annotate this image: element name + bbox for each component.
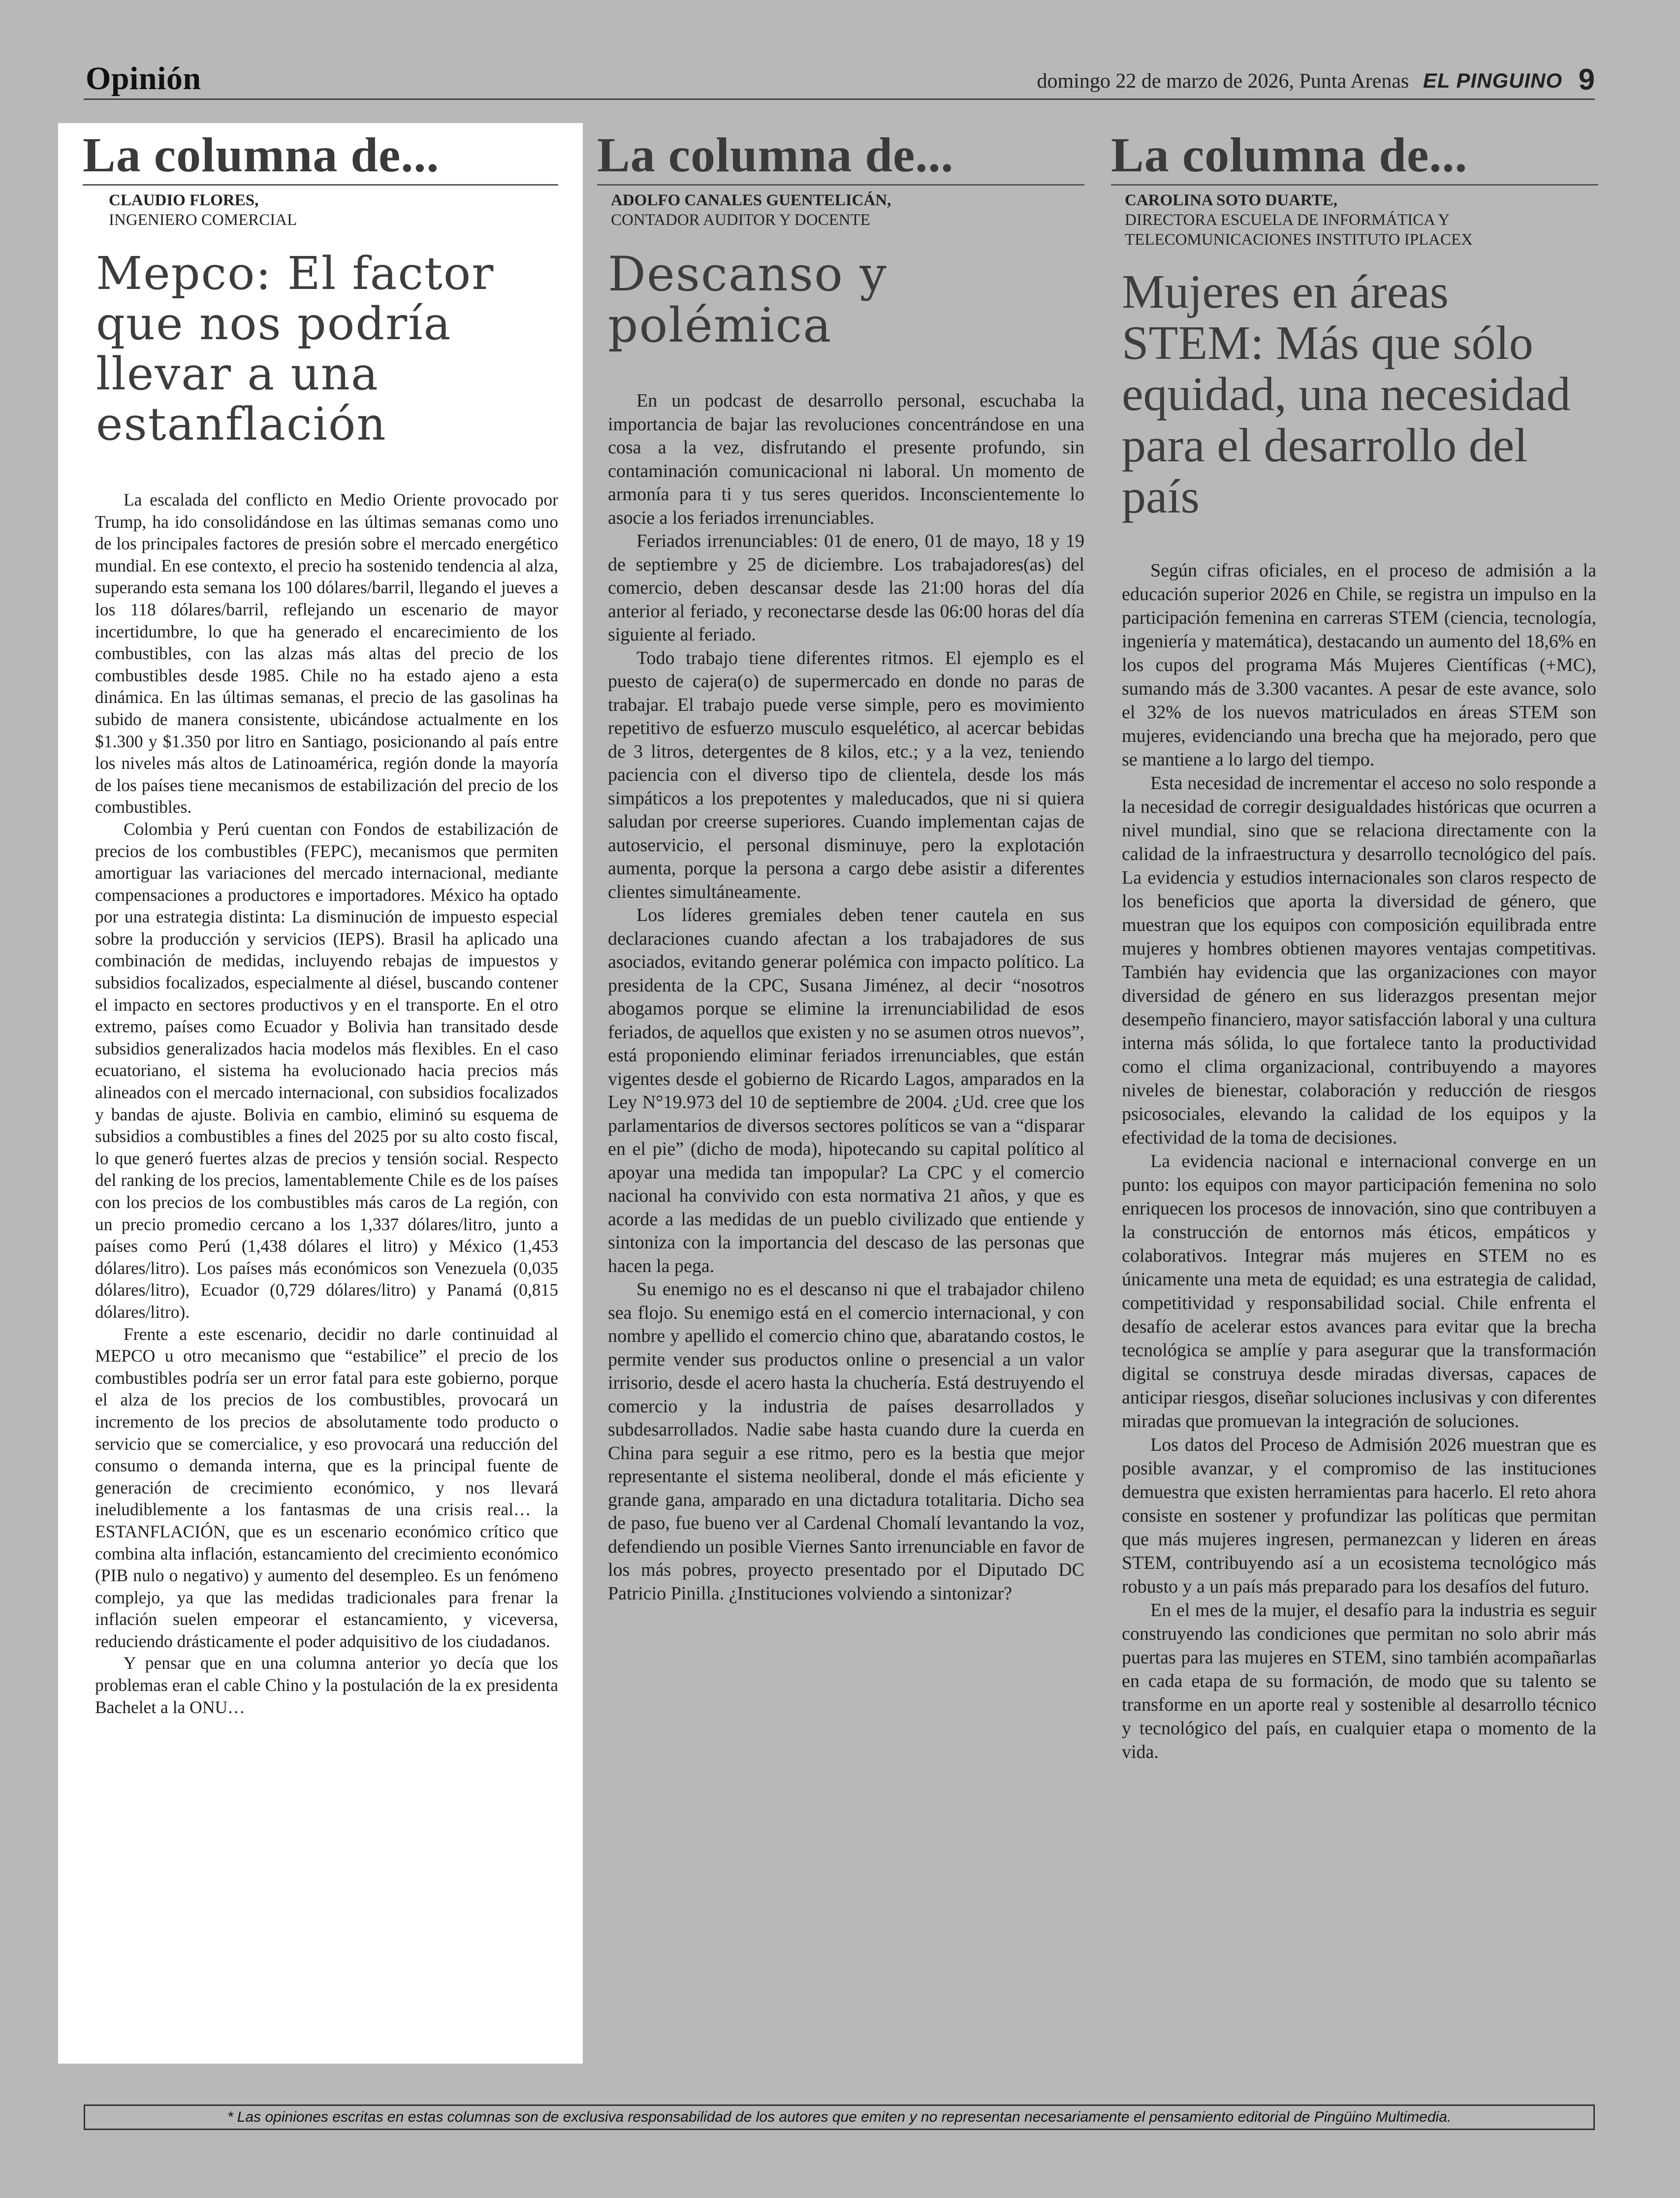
paragraph: Frente a este escenario, decidir no darle continuidad al MEPCO u otro mecanismo que “estabilice” el precio de los combustibles podría ser un error fatal para este gobierno, porque el alza de los precios de los combustibles, provocará un incremento de los precios de absolutamente todo producto o servicio que se comercialice, y eso provocará una reducción del consumo o demanda interna, que es la principal fuente de generación de crecimiento económico, y nos llevará ineludiblemente a los fantasmas de una crisis real… la ESTANFLACIÓN, que es un escenario económico crítico que combina alta inflación, estancamiento del crecimiento económico (PIB nulo o negativo) y aumento del desempleo. Es un fenómeno complejo, ya que las medidas tradicionales para frenar la inflación suelen empeorar el estancamiento, y viceversa, reduciendo drásticamente el poder adquisitivo de los ciudadanos. — [95, 1324, 558, 1651]
paragraph: Los líderes gremiales deben tener cautela en sus declaraciones cuando afectan a los trabajadores de sus asociados, evitando generar polémica con impacto político. La presidenta de la CPC, Susana Jiménez, al decir “nosotros abogamos porque se elimine la irrenunciabilidad de esos feriados, de aquellos que existen y no se asumen otros nuevos”, está proponiendo eliminar feriados irrenunciables, que están vigentes desde el gobierno de Ricardo Lagos, amparados en la Ley N°19.973 del 10 de septiembre de 2004. ¿Ud. cree que los parlamentarios de diversos sectores políticos se van a “disparar en el pie” (dicho de moda), hipotecando su capital político al apoyar una medida tan impopular? La CPC y el comercio nacional ha convivido con esta normativa 21 años, y que es acorde a las medidas de un pueblo civilizado que entiende y sintoniza con la importancia del descaso de las personas que hacen la pega. — [608, 905, 1084, 1276]
article-body — [1111, 559, 1598, 1764]
article-body — [95, 489, 558, 1718]
author-role: CONTADOR AUDITOR Y DOCENTE — [611, 211, 870, 229]
paragraph: Y pensar que en una columna anterior yo decía que los problemas eran el cable Chino y la postulación de la ex presidenta Bachelet a la ONU… — [95, 1653, 558, 1717]
column-3 — [1111, 123, 1598, 1764]
article-headline: Mepco: El factor que nos podría llevar a una estanflación — [96, 247, 495, 450]
paragraph: Su enemigo no es el descanso ni que el trabajador chileno sea flojo. Su enemigo está en el comercio internacional, y con nombre y apellido el comercio chino que, abaratando costos, le permite vender sus productos online o presencial a un valor irrisorio, desde el acero hasta la chuchería. Está destruyendo el comercio y la industria de países desarrollados y subdesarrollados. Nadie sabe hasta cuando dure la cuerda en China para seguir a ese ritmo, pero es la bestia que mejor representante el sistema neoliberal, donde el más eficiente y grande gana, amparado en una dictadura totalitaria. Dicho sea de paso, fue bueno ver al Cardenal Chomalí levantando la voz, defendiendo un posible Viernes Santo irrenunciable en favor de los más pobres, proyecto presentado por el Diputado DC Patricio Pinilla. ¿Instituciones volviendo a sintonizar? — [608, 1279, 1084, 1604]
paragraph: Todo trabajo tiene diferentes ritmos. El ejemplo es el puesto de cajera(o) de supermercado en donde no paras de trabajar. El trabajo puede verse simple, pero es movimiento repetitivo de esfuerzo musculo esquelético, al acercar bebidas de 3 litros, detergentes de 8 kilos, etc.; y a la vez, teniendo paciencia con el diverso tipo de clientela, desde los más simpáticos a los prepotentes y maleducados, que ni si quiera saludan por creerse superiores. Cuando implementan cajas de autoservicio, el personal disminuye, pero la explotación aumenta, porque la persona a cargo debe asistir a diferentes clientes simultáneamente. — [608, 647, 1084, 902]
paragraph: La escalada del conflicto en Medio Oriente provocado por Trump, ha ido consolidándose en las últimas semanas como uno de los principales factores de presión sobre el mercado energético mundial. En ese contexto, el precio ha sostenido tendencia al alza, superando esta semana los 100 dólares/barril, llegando el jueves a los 118 dólares/barril, reflejando un escenario de mayor incertidumbre, lo que ha generado el encarecimiento de los combustibles, con las alzas más altas del precio de los combustibles desde 1985. Chile no ha estado ajeno a esta dinámica. En las últimas semanas, el precio de las gasolinas ha subido de manera consistente, ubicándose actualmente en los $1.300 y $1.350 por litro en Santiago, posicionando al país entre los niveles más altos de Latinoamérica, región donde la mayoría de los países tiene mecanismos de estabilización del precio de los combustibles. — [95, 490, 558, 817]
paragraph: Los datos del Proceso de Admisión 2026 muestran que es posible avanzar, y el compromiso de las instituciones demuestra que existen herramientas para hacerlo. El reto ahora consiste en sostener y profundizar las políticas que permitan que más mujeres ingresen, permanezcan y lideren en áreas STEM, contribuyendo así a un ecosistema tecnológico más robusto y a un país más preparado para los desafíos del futuro. — [1122, 1434, 1596, 1597]
paragraph: Esta necesidad de incrementar el acceso no solo responde a la necesidad de corregir desigualdades históricas que ocurren a nivel mundial, sino que se relaciona directamente con la calidad de la infraestructura y desarrollo tecnológico del país. La evidencia y estudios internacionales son claros respecto de los beneficios que aporta la diversidad de género, que muestran que los equipos con composición equilibrada entre mujeres y hombres obtienen mayores ventajas competitivas. También hay evidencia que las organizaciones con mayor diversidad de género en sus liderazgos presentan mejor desempeño financiero, mayor satisfacción laboral y una cultura interna más sólida, lo que fortalece tanto la productividad como el clima organizacional, contribuyendo a mayores niveles de bienestar, colaboración y reducción de riesgos psicosociales, elevando la calidad de los equipos y la efectividad de la toma de decisiones. — [1122, 773, 1596, 1148]
page-number: 9 — [1578, 63, 1595, 96]
section-title: Opinión — [86, 61, 201, 96]
paragraph: En un podcast de desarrollo personal, escuchaba la importancia de bajar las revoluciones concentrándose en una cosa a la vez, disfrutando el presente profundo, sin contaminación comunicacional ni laboral. Un momento de armonía para ti y tus seres queridos. Inconscientemente lo asocie a los feriados irrenunciables. — [608, 390, 1084, 528]
page-header — [84, 55, 1595, 100]
column-2 — [597, 123, 1084, 1605]
article-headline: Descanso y polémica — [608, 247, 888, 353]
column-kicker: La columna de... — [597, 130, 1084, 186]
article-headline: Mujeres en áreas STEM: Más que sólo equidad, una necesidad para el desarrollo del país — [1122, 265, 1571, 523]
author-byline — [1111, 191, 1598, 250]
paragraph: Colombia y Perú cuentan con Fondos de estabilización de precios de los combustibles (FEPC), mecanismos que permiten amortiguar las variaciones del mercado internacional, mediante compensaciones a productores e importadores. México ha optado por una estrategia distinta: La disminución de impuesto especial sobre la producción y servicios (IEPS). Brasil ha aplicado una combinación de medidas, incluyendo rebajas de impuestos y subsidios focalizados, especialmente al diésel, buscando contener el impacto en sectores productivos y en el transporte. En el otro extremo, países como Ecuador y Bolivia han transitado desde subsidios generalizados hacia modelos más flexibles. En el caso ecuatoriano, el sistema ha evolucionado hacia precios más alineados con el mercado internacional, con subsidios focalizados y bandas de ajuste. Bolivia en cambio, eliminó su esquema de subsidios a combustibles a fines del 2025 por su alto costo fiscal, lo que generó fuertes alzas de precios y tensión social. Respecto del ranking de los precios, lamentablemente Chile es de los países con los precios de los combustibles más caros de La región, con un precio promedio cercano a los 1,337 dólares/litro, junto a países como Perú (1,438 dólares el litro) y México (1,453 dólares/litro). Los países más económicos son Venezuela (0,035 dólares/litro), Ecuador (0,729 dólares/litro) y Panamá (0,815 dólares/litro). — [95, 819, 558, 1322]
date-place: domingo 22 de marzo de 2026, Punta Arenas — [1037, 70, 1409, 93]
paragraph: La evidencia nacional e internacional converge en un punto: los equipos con mayor participación femenina no solo enriquecen los procesos de innovación, sino que contribuyen a la construcción de entornos más éticos, empáticos y colaborativos. Integrar más mujeres en STEM no es únicamente una meta de equidad; es una estrategia de calidad, competitividad y responsabilidad social. Chile enfrenta el desafío de acelerar estos avances para evitar que la brecha tecnológica se amplíe y para asegurar que la transformación digital se construya desde miradas diversas, capaces de anticipar riesgos, diseñar soluciones inclusivas y con diferentes miradas que promuevan la integración de soluciones. — [1122, 1151, 1596, 1432]
article-body — [597, 389, 1084, 1605]
paragraph: Según cifras oficiales, en el proceso de admisión a la educación superior 2026 en Chile, se registra un impulso en la participación femenina en carreras STEM (ciencia, tecnología, ingeniería y matemática), destacando un aumento del 18,6% en los cupos del programa Más Mujeres Científicas (+MC), sumando más de 3.300 vacantes. A pesar de este avance, solo el 32% de los nuevos matriculados en áreas STEM son mujeres, evidenciando una brecha que ha mejorado, pero que se mantiene a lo largo del tiempo. — [1122, 560, 1596, 770]
column-kicker: La columna de... — [83, 130, 558, 186]
author-name: CLAUDIO FLORES, — [109, 191, 259, 209]
paragraph: En el mes de la mujer, el desafío para la industria es seguir construyendo las condiciones que permitan no solo abrir más puertas para las mujeres en STEM, sino también acompañarlas en cada etapa de su formación, de modo que su talento se transforme en un aporte real y sostenible al desarrollo técnico y tecnológico del país, en cualquier etapa o momento de la vida. — [1122, 1600, 1596, 1762]
author-byline — [597, 191, 1084, 230]
author-name: CAROLINA SOTO DUARTE, — [1125, 191, 1337, 209]
paragraph: Feriados irrenunciables: 01 de enero, 01 de mayo, 18 y 19 de septiembre y 25 de diciembre. Los trabajadores(as) del comercio, deben descansar desde las 21:00 horas del día anterior al feriado, y reconectarse desde las 06:00 horas del día siguiente al feriado. — [608, 531, 1084, 645]
column-kicker: La columna de... — [1111, 130, 1598, 186]
footer-disclaimer: * Las opiniones escritas en estas columnas son de exclusiva responsabilidad de los autores que emiten y no representan necesariamente el pensamiento editorial de Pingüino Multimedia. — [84, 2104, 1595, 2130]
author-name: ADOLFO CANALES GUENTELICÁN, — [611, 191, 891, 209]
newspaper-brand: EL PINGUINO — [1423, 69, 1563, 92]
author-role: DIRECTORA ESCUELA DE INFORMÁTICA Y TELECOMUNICACIONES INSTITUTO IPLACEX — [1125, 211, 1473, 249]
column-1 — [58, 123, 583, 2064]
author-byline — [95, 191, 558, 230]
author-role: INGENIERO COMERCIAL — [109, 211, 297, 229]
header-meta — [1037, 63, 1595, 96]
